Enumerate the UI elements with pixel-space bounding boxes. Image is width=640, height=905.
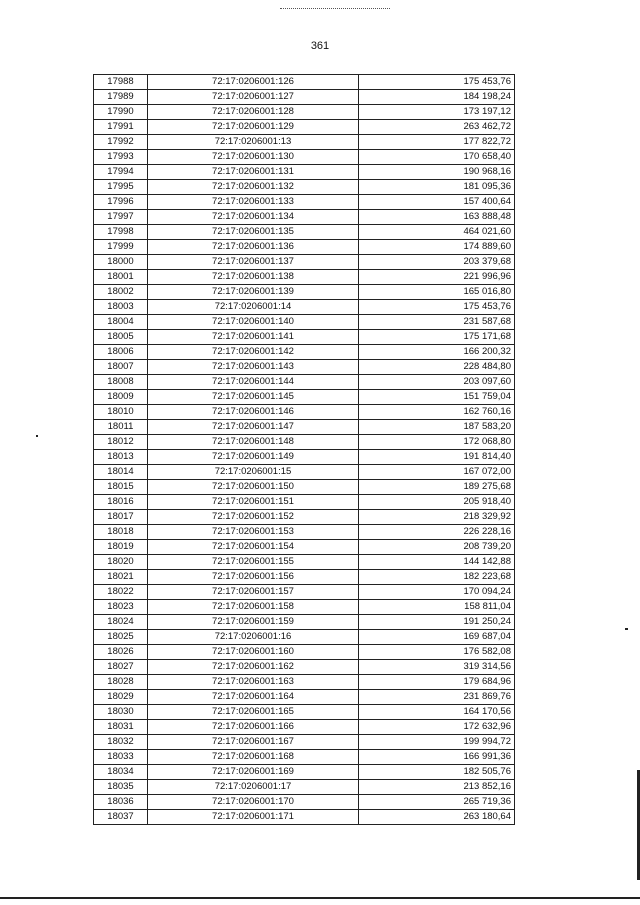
row-amount: 175 453,76	[359, 75, 515, 90]
row-amount: 179 684,96	[359, 675, 515, 690]
scan-edge-bottom	[0, 897, 640, 899]
row-amount: 163 888,48	[359, 210, 515, 225]
row-number: 18035	[94, 780, 148, 795]
table-row	[94, 405, 515, 420]
row-amount: 221 996,96	[359, 270, 515, 285]
cadastral-number: 72:17:0206001:145	[148, 390, 359, 405]
cadastral-number: 72:17:0206001:129	[148, 120, 359, 135]
row-number: 17989	[94, 90, 148, 105]
row-number: 18001	[94, 270, 148, 285]
row-number: 18010	[94, 405, 148, 420]
cadastral-number: 72:17:0206001:141	[148, 330, 359, 345]
row-number: 18034	[94, 765, 148, 780]
table-row	[94, 720, 515, 735]
cadastral-number: 72:17:0206001:170	[148, 795, 359, 810]
row-amount: 182 223,68	[359, 570, 515, 585]
table-row	[94, 90, 515, 105]
table-row	[94, 255, 515, 270]
row-number: 18000	[94, 255, 148, 270]
table-row	[94, 180, 515, 195]
cadastral-number: 72:17:0206001:157	[148, 585, 359, 600]
table-row	[94, 435, 515, 450]
cadastral-number: 72:17:0206001:160	[148, 645, 359, 660]
row-amount: 164 170,56	[359, 705, 515, 720]
table-row	[94, 795, 515, 810]
cadastral-number: 72:17:0206001:158	[148, 600, 359, 615]
row-amount: 175 453,76	[359, 300, 515, 315]
row-amount: 464 021,60	[359, 225, 515, 240]
cadastral-number: 72:17:0206001:163	[148, 675, 359, 690]
table-row	[94, 810, 515, 825]
table-row	[94, 525, 515, 540]
row-amount: 182 505,76	[359, 765, 515, 780]
cadastral-number: 72:17:0206001:128	[148, 105, 359, 120]
cadastral-number: 72:17:0206001:147	[148, 420, 359, 435]
table-body	[94, 75, 515, 825]
table-row	[94, 330, 515, 345]
row-number: 18003	[94, 300, 148, 315]
table-row	[94, 150, 515, 165]
row-amount: 231 587,68	[359, 315, 515, 330]
cadastral-number: 72:17:0206001:131	[148, 165, 359, 180]
cadastral-number: 72:17:0206001:148	[148, 435, 359, 450]
table-row	[94, 195, 515, 210]
row-number: 18009	[94, 390, 148, 405]
table-row	[94, 585, 515, 600]
table-row	[94, 765, 515, 780]
row-number: 18012	[94, 435, 148, 450]
table-row	[94, 225, 515, 240]
cadastral-number: 72:17:0206001:166	[148, 720, 359, 735]
row-amount: 175 171,68	[359, 330, 515, 345]
cadastral-number: 72:17:0206001:159	[148, 615, 359, 630]
cadastral-number: 72:17:0206001:152	[148, 510, 359, 525]
table-row	[94, 690, 515, 705]
row-amount: 176 582,08	[359, 645, 515, 660]
row-amount: 158 811,04	[359, 600, 515, 615]
row-amount: 263 180,64	[359, 810, 515, 825]
row-amount: 144 142,88	[359, 555, 515, 570]
table-row	[94, 450, 515, 465]
table-row	[94, 630, 515, 645]
row-number: 18028	[94, 675, 148, 690]
cadastral-number: 72:17:0206001:150	[148, 480, 359, 495]
row-number: 18017	[94, 510, 148, 525]
row-number: 18022	[94, 585, 148, 600]
row-amount: 173 197,12	[359, 105, 515, 120]
cadastral-number: 72:17:0206001:155	[148, 555, 359, 570]
table-row	[94, 270, 515, 285]
table-row	[94, 315, 515, 330]
row-number: 18011	[94, 420, 148, 435]
row-amount: 203 097,60	[359, 375, 515, 390]
table-row	[94, 480, 515, 495]
cadastral-number: 72:17:0206001:17	[148, 780, 359, 795]
registry-table	[93, 74, 515, 825]
row-amount: 170 658,40	[359, 150, 515, 165]
row-amount: 265 719,36	[359, 795, 515, 810]
table-row	[94, 300, 515, 315]
cadastral-number: 72:17:0206001:139	[148, 285, 359, 300]
row-number: 17992	[94, 135, 148, 150]
row-amount: 218 329,92	[359, 510, 515, 525]
table-row	[94, 495, 515, 510]
row-amount: 205 918,40	[359, 495, 515, 510]
row-amount: 189 275,68	[359, 480, 515, 495]
row-amount: 181 095,36	[359, 180, 515, 195]
row-number: 18024	[94, 615, 148, 630]
row-amount: 169 687,04	[359, 630, 515, 645]
row-amount: 162 760,16	[359, 405, 515, 420]
row-number: 18013	[94, 450, 148, 465]
cadastral-number: 72:17:0206001:135	[148, 225, 359, 240]
cadastral-number: 72:17:0206001:165	[148, 705, 359, 720]
table-row	[94, 645, 515, 660]
cadastral-number: 72:17:0206001:164	[148, 690, 359, 705]
row-amount: 166 200,32	[359, 345, 515, 360]
cadastral-number: 72:17:0206001:156	[148, 570, 359, 585]
cadastral-number: 72:17:0206001:136	[148, 240, 359, 255]
row-amount: 226 228,16	[359, 525, 515, 540]
row-number: 18018	[94, 525, 148, 540]
row-number: 18031	[94, 720, 148, 735]
cadastral-number: 72:17:0206001:16	[148, 630, 359, 645]
table-row	[94, 705, 515, 720]
row-amount: 187 583,20	[359, 420, 515, 435]
cadastral-number: 72:17:0206001:162	[148, 660, 359, 675]
cadastral-number: 72:17:0206001:142	[148, 345, 359, 360]
row-number: 18008	[94, 375, 148, 390]
row-number: 18023	[94, 600, 148, 615]
row-number: 17995	[94, 180, 148, 195]
table-row	[94, 750, 515, 765]
cadastral-number: 72:17:0206001:13	[148, 135, 359, 150]
page-number: 361	[310, 40, 330, 52]
row-number: 18016	[94, 495, 148, 510]
row-number: 18021	[94, 570, 148, 585]
row-amount: 172 068,80	[359, 435, 515, 450]
table-row	[94, 390, 515, 405]
row-number: 18036	[94, 795, 148, 810]
cadastral-number: 72:17:0206001:149	[148, 450, 359, 465]
cadastral-number: 72:17:0206001:168	[148, 750, 359, 765]
row-amount: 177 822,72	[359, 135, 515, 150]
cadastral-number: 72:17:0206001:15	[148, 465, 359, 480]
row-number: 18027	[94, 660, 148, 675]
row-amount: 213 852,16	[359, 780, 515, 795]
row-number: 17996	[94, 195, 148, 210]
table-row	[94, 540, 515, 555]
table-row	[94, 165, 515, 180]
table-row	[94, 735, 515, 750]
row-number: 18029	[94, 690, 148, 705]
row-amount: 151 759,04	[359, 390, 515, 405]
table-row	[94, 345, 515, 360]
cadastral-number: 72:17:0206001:137	[148, 255, 359, 270]
table-row	[94, 510, 515, 525]
table-row	[94, 615, 515, 630]
table-row	[94, 120, 515, 135]
table-row	[94, 675, 515, 690]
cadastral-number: 72:17:0206001:171	[148, 810, 359, 825]
table-row	[94, 570, 515, 585]
row-amount: 208 739,20	[359, 540, 515, 555]
cadastral-number: 72:17:0206001:14	[148, 300, 359, 315]
row-number: 17999	[94, 240, 148, 255]
row-amount: 263 462,72	[359, 120, 515, 135]
scan-speck-right	[625, 628, 628, 630]
table-row	[94, 240, 515, 255]
table-row	[94, 600, 515, 615]
row-amount: 166 991,36	[359, 750, 515, 765]
row-number: 18002	[94, 285, 148, 300]
cadastral-number: 72:17:0206001:132	[148, 180, 359, 195]
row-number: 18006	[94, 345, 148, 360]
row-number: 18025	[94, 630, 148, 645]
row-amount: 172 632,96	[359, 720, 515, 735]
row-number: 18019	[94, 540, 148, 555]
row-number: 17998	[94, 225, 148, 240]
cadastral-number: 72:17:0206001:138	[148, 270, 359, 285]
row-number: 18015	[94, 480, 148, 495]
cadastral-number: 72:17:0206001:143	[148, 360, 359, 375]
row-amount: 157 400,64	[359, 195, 515, 210]
cadastral-number: 72:17:0206001:140	[148, 315, 359, 330]
row-amount: 319 314,56	[359, 660, 515, 675]
row-number: 18037	[94, 810, 148, 825]
table-row	[94, 555, 515, 570]
cadastral-number: 72:17:0206001:134	[148, 210, 359, 225]
row-amount: 165 016,80	[359, 285, 515, 300]
row-amount: 190 968,16	[359, 165, 515, 180]
cadastral-number: 72:17:0206001:154	[148, 540, 359, 555]
table-row	[94, 285, 515, 300]
cadastral-number: 72:17:0206001:127	[148, 90, 359, 105]
cadastral-number: 72:17:0206001:146	[148, 405, 359, 420]
row-number: 17994	[94, 165, 148, 180]
row-amount: 167 072,00	[359, 465, 515, 480]
cadastral-number: 72:17:0206001:169	[148, 765, 359, 780]
scan-dots-top	[280, 8, 390, 10]
table-row	[94, 375, 515, 390]
row-number: 17991	[94, 120, 148, 135]
row-number: 18014	[94, 465, 148, 480]
row-number: 17988	[94, 75, 148, 90]
scan-speck-left	[36, 435, 38, 437]
row-amount: 191 250,24	[359, 615, 515, 630]
table-row	[94, 135, 515, 150]
table-row	[94, 105, 515, 120]
cadastral-number: 72:17:0206001:133	[148, 195, 359, 210]
row-number: 18005	[94, 330, 148, 345]
row-number: 18026	[94, 645, 148, 660]
cadastral-number: 72:17:0206001:151	[148, 495, 359, 510]
row-number: 17997	[94, 210, 148, 225]
table-row	[94, 780, 515, 795]
row-number: 18004	[94, 315, 148, 330]
row-amount: 199 994,72	[359, 735, 515, 750]
row-amount: 170 094,24	[359, 585, 515, 600]
cadastral-number: 72:17:0206001:167	[148, 735, 359, 750]
row-number: 17993	[94, 150, 148, 165]
row-amount: 191 814,40	[359, 450, 515, 465]
row-number: 18033	[94, 750, 148, 765]
row-number: 18030	[94, 705, 148, 720]
row-number: 17990	[94, 105, 148, 120]
cadastral-number: 72:17:0206001:126	[148, 75, 359, 90]
cadastral-number: 72:17:0206001:144	[148, 375, 359, 390]
table-row	[94, 210, 515, 225]
cadastral-number: 72:17:0206001:130	[148, 150, 359, 165]
cadastral-number: 72:17:0206001:153	[148, 525, 359, 540]
row-amount: 203 379,68	[359, 255, 515, 270]
row-amount: 228 484,80	[359, 360, 515, 375]
row-number: 18020	[94, 555, 148, 570]
table-row	[94, 420, 515, 435]
row-amount: 231 869,76	[359, 690, 515, 705]
row-amount: 184 198,24	[359, 90, 515, 105]
table-row	[94, 660, 515, 675]
table-row	[94, 360, 515, 375]
table-row	[94, 75, 515, 90]
row-amount: 174 889,60	[359, 240, 515, 255]
row-number: 18007	[94, 360, 148, 375]
table-row	[94, 465, 515, 480]
row-number: 18032	[94, 735, 148, 750]
